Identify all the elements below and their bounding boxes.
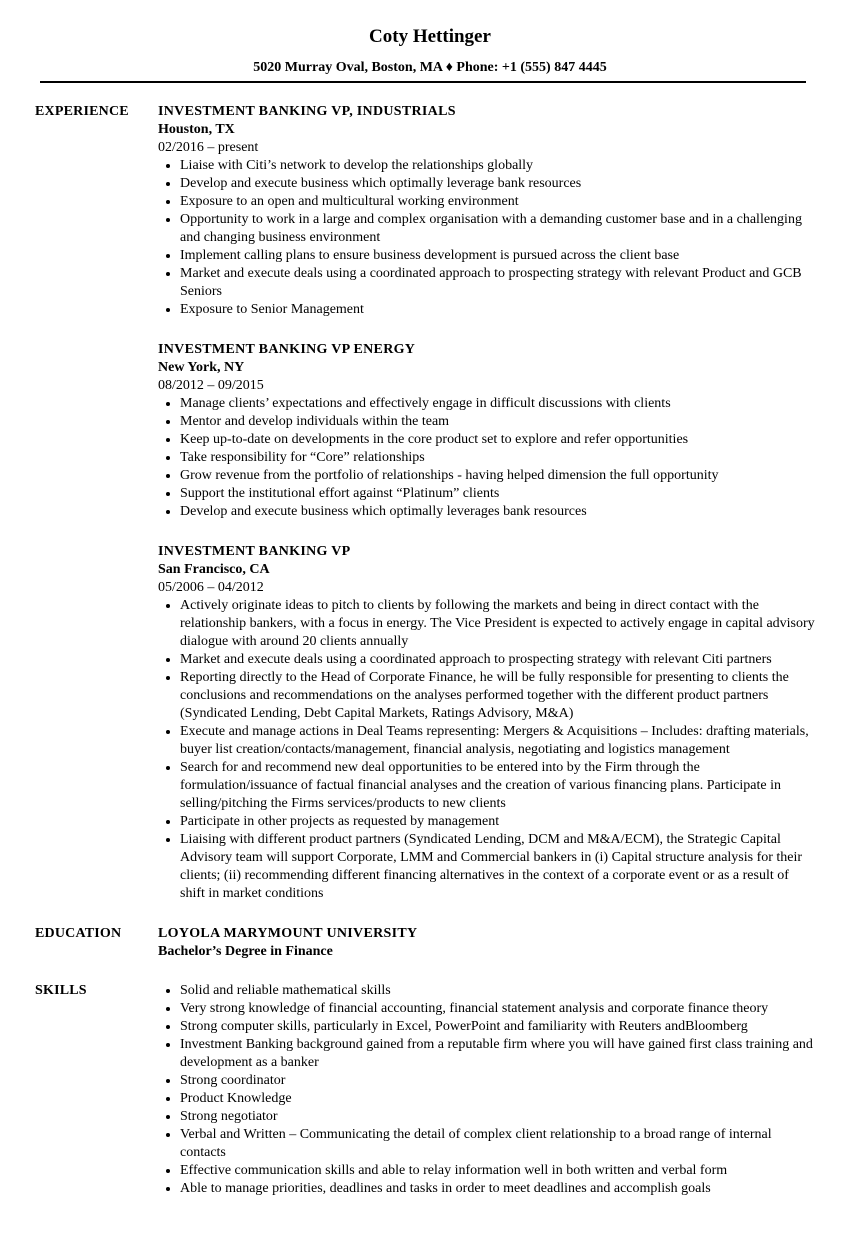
skills-section	[35, 982, 860, 1198]
skill-item: • Strong computer skills, particularly in Excel, PowerPoint and familiarity with Reuters andBloomberg	[180, 1018, 816, 1036]
job-bullet: • Develop and execute business which optimally leverage bank resources	[180, 175, 816, 193]
job-bullets	[158, 157, 816, 319]
job-bullet: • Keep up-to-date on developments in the core product set to explore and refer opportunities	[180, 431, 816, 449]
section-label-skills: SKILLS	[35, 983, 87, 998]
skill-item: • Investment Banking background gained from a reputable firm where you will have gained first class training and development as a banker	[180, 1036, 816, 1072]
job-dates: 02/2016 – present	[158, 140, 259, 155]
skills-body	[158, 982, 816, 1198]
header-divider	[40, 81, 806, 83]
degree: Bachelor’s Degree in Finance	[158, 944, 333, 959]
job-bullet: • Liaise with Citi’s network to develop the relationships globally	[180, 157, 816, 175]
skill-item: • Able to manage priorities, deadlines and tasks in order to meet deadlines and accomplish goals	[180, 1180, 816, 1198]
job-dates: 05/2006 – 04/2012	[158, 580, 264, 595]
job-bullet: • Participate in other projects as requested by management	[180, 813, 816, 831]
candidate-name: Coty Hettinger	[369, 26, 491, 47]
skill-item: • Strong coordinator	[180, 1072, 816, 1090]
job-bullet: • Grow revenue from the portfolio of relationships - having helped dimension the full opportunity	[180, 467, 816, 485]
job-bullet: • Search for and recommend new deal opportunities to be entered into by the Firm through the formulation/issuance of factual financial analyses and the creation of various financing plans. Participate in selling/pitching the Firms services/products to new clients	[180, 759, 816, 813]
skill-item: • Verbal and Written – Communicating the detail of complex client relationship to a broad range of internal contacts	[180, 1126, 816, 1162]
job-entry	[158, 341, 816, 521]
job-bullet: • Actively originate ideas to pitch to clients by following the markets and being in direct contact with the relationship bankers, with a focus in energy. The Vice President is expected to actively engage in capital advisory dialogue with around 20 clients annually	[180, 597, 816, 651]
skills-list	[158, 982, 816, 1198]
job-entry	[158, 543, 816, 903]
job-title: INVESTMENT BANKING VP ENERGY	[158, 342, 416, 357]
job-entry	[158, 103, 816, 319]
job-title: INVESTMENT BANKING VP, INDUSTRIALS	[158, 104, 456, 119]
job-bullet: • Exposure to an open and multicultural working environment	[180, 193, 816, 211]
experience-section	[35, 103, 860, 903]
skill-item: • Strong negotiator	[180, 1108, 816, 1126]
job-bullet: • Support the institutional effort against “Platinum” clients	[180, 485, 816, 503]
job-bullet: • Take responsibility for “Core” relationships	[180, 449, 816, 467]
job-bullet: • Manage clients’ expectations and effectively engage in difficult discussions with clients	[180, 395, 816, 413]
job-location: New York, NY	[158, 360, 245, 375]
job-bullets	[158, 597, 816, 903]
education-section	[35, 925, 860, 961]
education-body	[158, 925, 816, 961]
school-name: LOYOLA MARYMOUNT UNIVERSITY	[158, 926, 418, 941]
skill-item: • Solid and reliable mathematical skills	[180, 982, 816, 1000]
job-bullets	[158, 395, 816, 521]
experience-body	[158, 103, 816, 903]
job-bullet: • Exposure to Senior Management	[180, 301, 816, 319]
section-label-education: EDUCATION	[35, 926, 122, 941]
job-bullet: • Implement calling plans to ensure business development is pursued across the client base	[180, 247, 816, 265]
job-bullet: • Reporting directly to the Head of Corporate Finance, he will be fully responsible for presenting to clients the conclusions and recommendations on the analyses performed together with the different product partners (Syndicated Lending, Debt Capital Markets, Ratings Advisory, M&A)	[180, 669, 816, 723]
skill-item: • Very strong knowledge of financial accounting, financial statement analysis and corporate finance theory	[180, 1000, 816, 1018]
job-bullet: • Opportunity to work in a large and complex organisation with a demanding customer base and in a challenging and changing business environment	[180, 211, 816, 247]
job-bullet: • Execute and manage actions in Deal Teams representing: Mergers & Acquisitions – Includes: drafting materials, buyer list creation/contacts/management, financial analysis, negotiating and logistics management	[180, 723, 816, 759]
job-bullet: • Develop and execute business which optimally leverages bank resources	[180, 503, 816, 521]
job-bullet: • Liaising with different product partners (Syndicated Lending, DCM and M&A/ECM), the Strategic Capital Advisory team will support Corporate, LMM and Commercial bankers in (i) Capital structure analysis for their clients; (ii) recommending different financing alternatives in the context of a corporate event or as a result of shift in market conditions	[180, 831, 816, 903]
job-location: San Francisco, CA	[158, 562, 270, 577]
job-bullet: • Market and execute deals using a coordinated approach to prospecting strategy with relevant Product and GCB Seniors	[180, 265, 816, 301]
section-label-experience: EXPERIENCE	[35, 104, 129, 119]
contact-line: 5020 Murray Oval, Boston, MA ♦ Phone: +1 (555) 847 4445	[253, 60, 607, 75]
job-location: Houston, TX	[158, 122, 235, 137]
skill-item: • Effective communication skills and able to relay information well in both written and verbal form	[180, 1162, 816, 1180]
skill-item: • Product Knowledge	[180, 1090, 816, 1108]
job-bullet: • Mentor and develop individuals within the team	[180, 413, 816, 431]
job-title: INVESTMENT BANKING VP	[158, 544, 351, 559]
job-dates: 08/2012 – 09/2015	[158, 378, 264, 393]
job-bullet: • Market and execute deals using a coordinated approach to prospecting strategy with relevant Citi partners	[180, 651, 816, 669]
